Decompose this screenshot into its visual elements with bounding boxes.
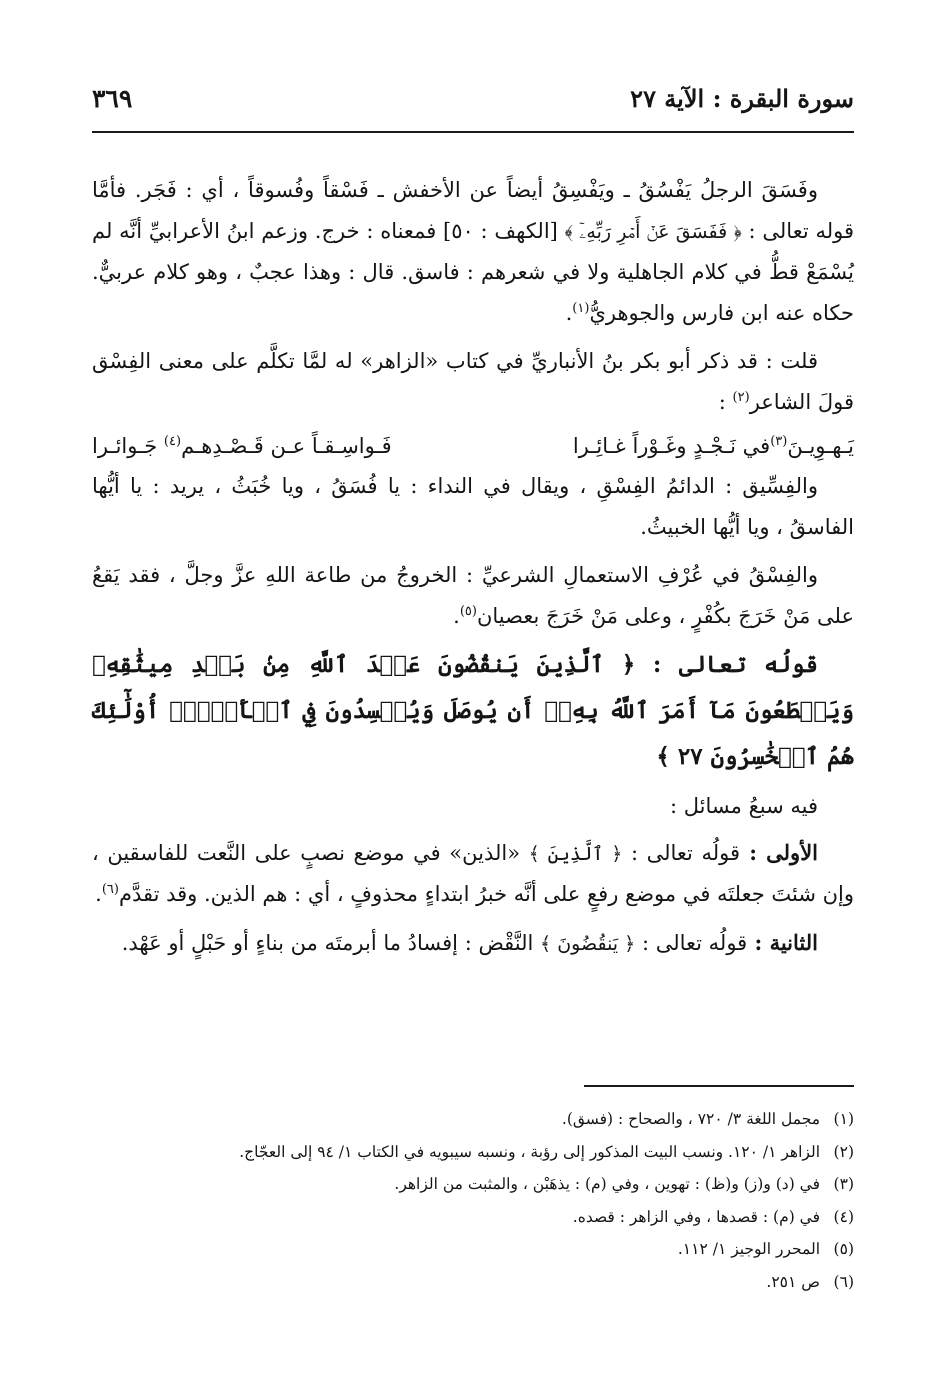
poem-verse (92, 426, 854, 466)
footnote-ref-5[interactable]: (٥) (459, 603, 477, 619)
paragraph-second-issue: الثانية : قولُه تعالى : ﴿ يَنقُضُونَ ﴾ النَّقْض : إفسادُ ما أبرمتَه من بناءٍ أو حَبْلٍ أو عَهْد. (121, 929, 818, 955)
paragraph-fasaqa: وفَسَقَ الرجلُ يَفْسُقُ ـ ويَفْسِقُ أيضاً عن الأخفش ـ فَسْقاً وفُسوقاً ، أي : فَجَر. فأمَّا قوله تعالى : ﴿ فَفَسَقَ عَنۡ أَمۡرِ رَبِّهِۦٓ ﴾ [الكهف : ٥٠] فمعناه : خرج. وزعم ابنُ الأعرابيِّ أنَّه لم يُسْمَعْ قطُّ في كلام الجاهلية ولا في شعرهم : فاسق. قال : وهذا عجبٌ ، وهو كلام عربيٌّ. حكاه عنه ابن فارس والجوهريُّ$^{(١)}$. (92, 178, 854, 325)
footnote-5: (٥)المحرر الوجيز ١/ ١١٢. (677, 1240, 854, 1258)
footnote-2: (٢)الزاهر ١/ ١٢٠. ونسب البيت المذكور إلى رؤبة ، ونسبه سيبويه في الكتاب ١/ ٩٤ إلى العجّاج. (239, 1142, 854, 1161)
verse-lead: قولُه تعالى : (635, 651, 818, 678)
paragraph-masail: فيه سبعُ مسائل : (670, 794, 818, 818)
footnote-ref-1[interactable]: (١) (572, 300, 590, 316)
quran-quote: ﴿ يَنقُضُونَ ﴾ (540, 932, 636, 955)
page-header (92, 84, 854, 124)
quran-verse-text: ﴿ ٱلَّذِينَ يَنقُضُونَ عَهۡدَ ٱللَّهِ مِنۢ بَعۡدِ مِيثَٰقِهِۦ وَيَقۡطَعُونَ مَآ أَمَرَ ٱللَّهُ بِهِۦٓ أَن يُوصَلَ وَيُفۡسِدُونَ فِي ٱلۡأَرۡضِۚ أُوْلَٰٓئِكَ هُمُ ٱلۡخَٰسِرُونَ ٢٧ ﴾ (92, 651, 854, 770)
quran-quote: ﴿ فَفَسَقَ عَنۡ أَمۡرِ رَبِّهِۦٓ ﴾ (564, 220, 742, 243)
quran-verse-block (92, 642, 854, 780)
footnote-6: (٦)ص ٢٥١. (766, 1272, 854, 1291)
paragraph-first-issue: الأولى : قولُه تعالى : ﴿ ٱلَّذِينَ ﴾ «الذين» في موضع نصبٍ على النَّعت للفاسقين ، وإن شئتَ جعلتَه في موضع رفعٍ على أنَّه خبرُ ابتداءٍ محذوفٍ ، أي : هم الذين. وقد تقدَّم$^{(٦)}$. (92, 839, 854, 906)
footnotes (120, 1103, 854, 1298)
footnote-ref-2[interactable]: (٢) (732, 389, 750, 405)
header-rule (92, 131, 854, 133)
footnote-4: (٤)في (م) : قصدها ، وفي الزاهر : قصده. (572, 1207, 854, 1226)
quran-quote: ﴿ ٱلَّذِينَ ﴾ (528, 842, 623, 865)
poem-hemistich-right: يَـهـوِيـنَ$^{(٣)}$في نَـجْـدٍ وغَـوْراً غـائِـرا (572, 434, 854, 458)
footnote-3: (٣)في (د) و(ز) و(ظ) : تهوين ، وفي (م) : يذهَبْن ، والمثبت من الزاهر. (394, 1175, 854, 1193)
poem-hemistich-left: فَـواسِـقـاً عـن قَـصْـدِهـم$^{(٤)}$ جَـوائـرا (92, 434, 392, 458)
footnote-ref-3[interactable]: (٣) (770, 434, 788, 449)
issue-label-second: الثانية : (747, 929, 818, 955)
main-text (92, 170, 854, 964)
page-number: ٣٦٩ (92, 84, 133, 113)
footnote-ref-6[interactable]: (٦) (101, 882, 119, 897)
issue-label-first: الأولى : (740, 839, 819, 865)
running-title: سورة البقرة : الآية ٢٧ (630, 84, 854, 113)
paragraph-qultu: قلت : قد ذكر أبو بكر بنُ الأنباريِّ في كتاب «الزاهر» له لمَّا تكلَّم على معنى الفِسْق قولَ الشاعر$^{(٢)}$ : (92, 349, 854, 414)
footnote-1: (١)مجمل اللغة ٣/ ٧٢٠ ، والصحاح : (فسق). (561, 1110, 854, 1128)
paragraph-fissiq: والفِسِّيق : الدائمُ الفِسْقِ ، ويقال في النداء : يا فُسَقُ ، ويا خُبَثُ ، يريد : يا أيُّها الفاسقُ ، ويا أيُّها الخبيثُ. (92, 474, 854, 539)
paragraph-shari: والفِسْقُ في عُرْفِ الاستعمالِ الشرعيِّ : الخروجُ من طاعة اللهِ عزَّ وجلَّ ، فقد يَقعُ على مَنْ خَرَجَ بكُفْرٍ ، وعلى مَنْ خَرَجَ بعصيان$^{(٥)}$. (92, 563, 854, 628)
footnote-separator (584, 1085, 854, 1087)
footnote-ref-4[interactable]: (٤) (163, 434, 182, 449)
